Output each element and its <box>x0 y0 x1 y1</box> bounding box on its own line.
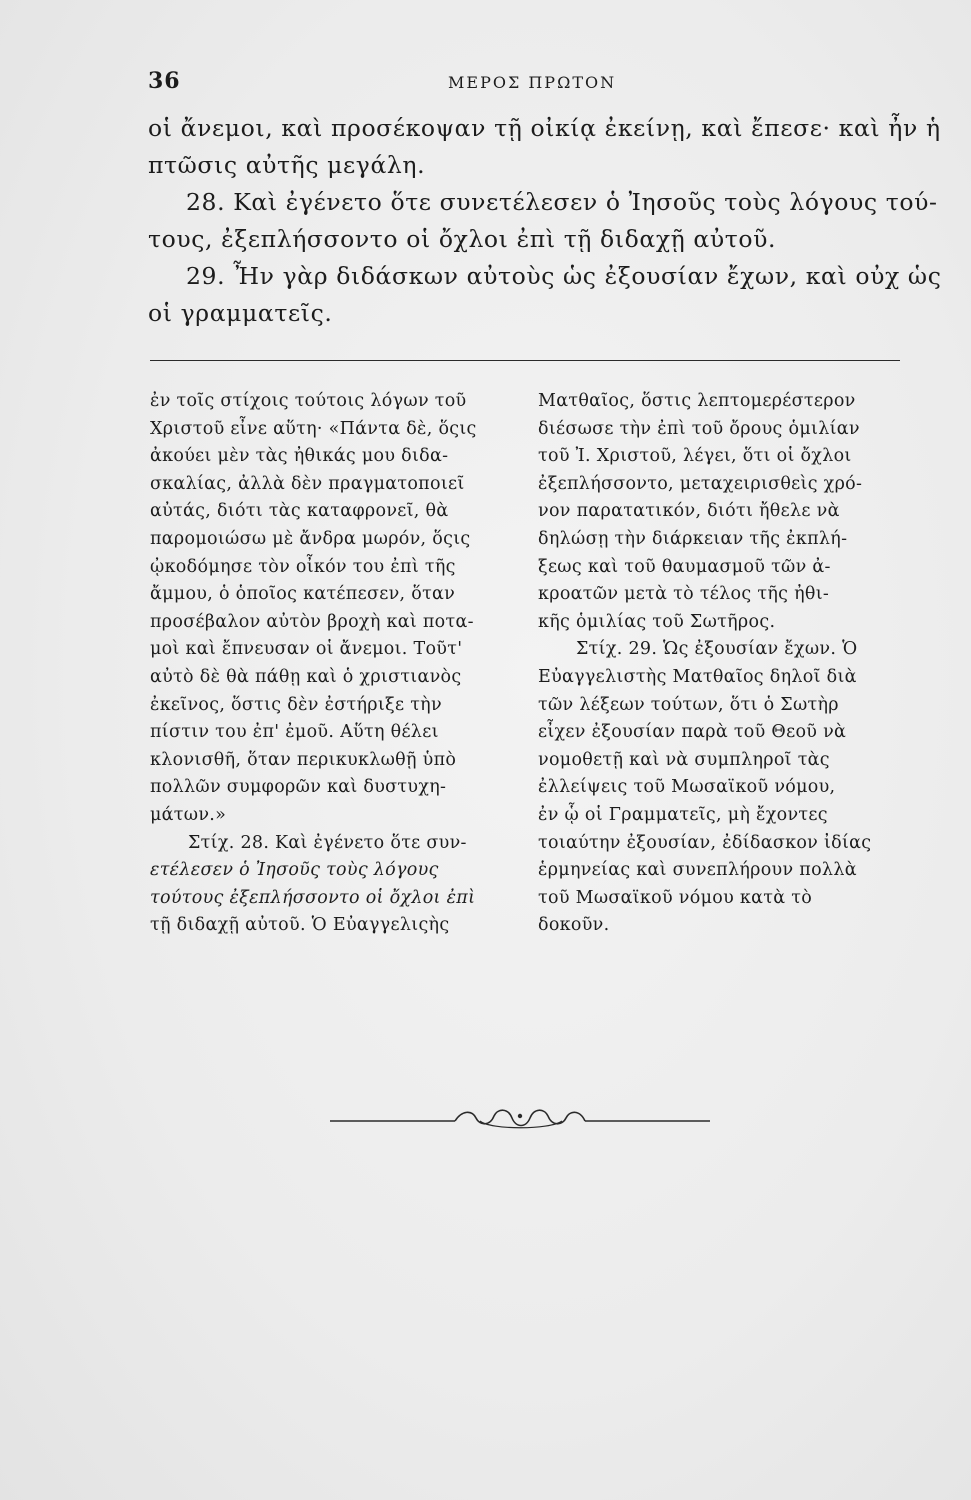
commentary-line: τοιαύτην ἐξουσίαν, ἐδίδασκον ἰδίας <box>538 832 872 853</box>
commentary-line: ετέλεσεν ὁ Ἰησοῦς τοὺς λόγους <box>150 860 439 881</box>
scripture-line: οἱ γραμματεῖς. <box>148 299 333 327</box>
commentary-line: διέσωσε τὴν ἐπὶ τοῦ ὄρους ὁμιλίαν <box>538 418 860 439</box>
commentary-line: ἐκεῖνος, ὅστις δὲν ἐστήριξε τὴν <box>150 694 442 715</box>
commentary-left-column <box>150 388 500 940</box>
commentary-line: ἑρμηνείας καὶ συνεπλήρουν πολλὰ <box>538 860 857 881</box>
commentary-line: τοῦ Μωσαϊκοῦ νόμου κατὰ τὸ <box>538 887 813 908</box>
scripture-line: τους, ἐξεπλήσσοντο οἱ ὄχλοι ἐπὶ τῇ διδαχῇ αὐτοῦ. <box>148 225 777 253</box>
commentary-line: ἐν ᾧ οἱ Γραμματεῖς, μὴ ἔχοντες <box>538 804 828 825</box>
commentary-line: προσέβαλον αὐτὸν βροχὴ καὶ ποτα- <box>150 611 474 632</box>
page-number: 36 <box>148 68 181 94</box>
commentary-line: Εὐαγγελιστὴς Ματθαῖος δηλοῖ διὰ <box>538 666 857 687</box>
commentary-line: Στίχ. 28. Καὶ ἐγένετο ὅτε συν- <box>188 832 467 853</box>
commentary-line: δοκοῦν. <box>538 915 610 936</box>
commentary-line: τούτους ἐξεπλήσσοντο οἱ ὄχλοι ἐπὶ <box>150 887 476 908</box>
commentary-right-column <box>538 388 908 940</box>
commentary-line: κλονισθῆ, ὅταν περικυκλωθῇ ὑπὸ <box>150 749 457 770</box>
running-head <box>148 68 908 98</box>
commentary-line: ἐν τοῖς στίχοις τούτοις λόγων τοῦ <box>150 391 467 411</box>
commentary-line: Χριστοῦ εἶνε αὕτη· «Πάντα δὲ, ὅςις <box>150 418 477 439</box>
commentary-line: ᾠκοδόμησε τὸν οἶκόν του ἐπὶ τῆς <box>150 556 456 577</box>
commentary-line: παρομοιώσω μὲ ἄνδρα μωρόν, ὅςις <box>150 528 471 549</box>
scripture-line: οἱ ἄνεμοι, καὶ προσέκοψαν τῇ οἰκίᾳ ἐκείνῃ, καὶ ἔπεσε· καὶ ἦν ἡ <box>148 114 941 142</box>
commentary-line: τῶν λέξεων τούτων, ὅτι ὁ Σωτὴρ <box>538 694 839 715</box>
commentary-line: μάτων.» <box>150 804 227 825</box>
scripture-line: 28. Καὶ ἐγένετο ὅτε συνετέλεσεν ὁ Ἰησοῦς τοὺς λόγους τού- <box>186 188 938 216</box>
running-title: ΜΕΡΟΣ ΠΡΩΤΟΝ <box>448 73 617 92</box>
commentary-line: ἐξεπλήσσοντο, μεταχειρισθεὶς χρό- <box>538 473 863 494</box>
commentary-line: ἄμμου, ὁ ὁποῖος κατέπεσεν, ὅταν <box>150 584 456 605</box>
scripture-line: 29. Ἦν γὰρ διδάσκων αὐτοὺς ὡς ἐξουσίαν ἔχων, καὶ οὐχ ὡς <box>186 262 942 290</box>
commentary-line: αὐτάς, διότι τὰς καταφρονεῖ, θὰ <box>150 501 449 522</box>
commentary-line: ξεως καὶ τοῦ θαυμασμοῦ τῶν ἀ- <box>538 556 831 577</box>
commentary-line: ἀκούει μὲν τὰς ἠθικάς μου διδα- <box>150 446 449 467</box>
commentary-line: αὐτὸ δὲ θὰ πάθῃ καὶ ὁ χριστιανὸς <box>150 666 462 687</box>
section-divider <box>150 360 900 361</box>
commentary-line: κῆς ὁμιλίας τοῦ Σωτῆρος. <box>538 611 776 632</box>
scripture-text <box>148 110 942 332</box>
commentary-line: τοῦ Ἰ. Χριστοῦ, λέγει, ὅτι οἱ ὄχλοι <box>538 446 852 467</box>
commentary-line: σκαλίας, ἀλλὰ δὲν πραγματοποιεῖ <box>150 473 465 494</box>
commentary-line: πολλῶν συμφορῶν καὶ δυστυχη- <box>150 777 447 798</box>
commentary-line: τῇ διδαχῇ αὐτοῦ. Ὁ Εὐαγγελιςὴς <box>150 915 450 936</box>
scripture-line: πτῶσις αὐτῆς μεγάλη. <box>148 151 426 179</box>
commentary-line: νομοθετῇ καὶ νὰ συμπληροῖ τὰς <box>538 749 830 770</box>
commentary-line: πίστιν του ἐπ' ἐμοῦ. Αὕτη θέλει <box>150 722 439 743</box>
tailpiece-ornament-icon <box>330 1100 710 1140</box>
commentary-line: μοὶ καὶ ἔπνευσαν οἱ ἄνεμοι. Τοῦτ' <box>150 639 463 660</box>
commentary-line: δηλώσῃ τὴν διάρκειαν τῆς ἐκπλή- <box>538 528 848 549</box>
commentary-line: εἶχεν ἐξουσίαν παρὰ τοῦ Θεοῦ νὰ <box>538 722 847 743</box>
commentary-line: Ματθαῖος, ὅστις λεπτομερέστερον <box>538 391 856 411</box>
commentary-line: νον παρατατικόν, διότι ἤθελε νὰ <box>538 501 840 522</box>
commentary-line: ἐλλείψεις τοῦ Μωσαϊκοῦ νόμου, <box>538 777 836 798</box>
commentary-line: Στίχ. 29. Ὡς ἐξουσίαν ἔχων. Ὁ <box>576 639 858 660</box>
commentary-line: κροατῶν μετὰ τὸ τέλος τῆς ἠθι- <box>538 584 830 605</box>
